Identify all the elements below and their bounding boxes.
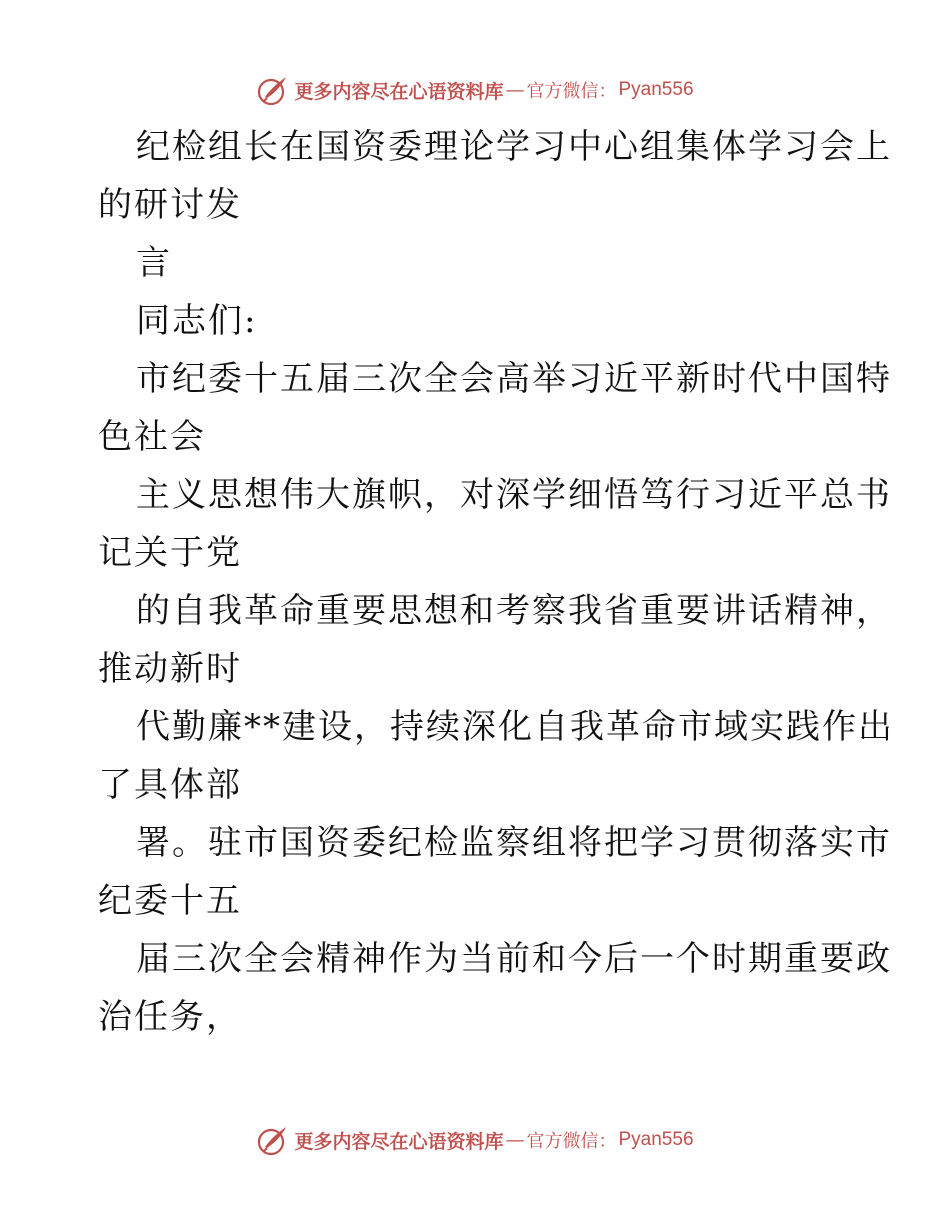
watermark-lead-text: 更多内容尽在心语资料库	[294, 80, 504, 103]
title-line-1: 纪检组长在国资委理论学习中心组集体学习会上	[136, 127, 892, 167]
watermark-dash: —	[505, 79, 525, 101]
paragraph-line: 记关于党	[98, 533, 242, 573]
title-line-2: 的研讨发	[98, 185, 242, 225]
paragraph-line: 纪委十五	[98, 881, 242, 921]
paragraph-line: 色社会	[98, 417, 206, 457]
document-body	[98, 118, 894, 1046]
watermark-lead-text: 更多内容尽在心语资料库	[294, 1130, 504, 1153]
quill-pen-logo-icon	[256, 1123, 290, 1157]
paragraph-line: 市纪委十五届三次全会高举习近平新时代中国特	[136, 359, 892, 399]
salutation: 同志们:	[136, 301, 258, 341]
watermark-dash: —	[505, 1129, 525, 1151]
wechat-id: Pyan556	[618, 1129, 694, 1150]
footer-watermark	[0, 1120, 950, 1160]
paragraph-line: 的自我革命重要思想和考察我省重要讲话精神，	[136, 591, 892, 631]
header-watermark	[0, 70, 950, 110]
paragraph-line: 代勤廉**建设，持续深化自我革命市域实践作出	[136, 707, 894, 747]
paragraph-line: 了具体部	[98, 765, 242, 805]
paragraph-line: 推动新时	[98, 649, 242, 689]
quill-pen-logo-icon	[256, 73, 290, 107]
title-line-3: 言	[136, 243, 172, 283]
paragraph-line: 主义思想伟大旗帜，对深学细悟笃行习近平总书	[136, 475, 892, 515]
paragraph-line: 署。驻市国资委纪检监察组将把学习贯彻落实市	[136, 823, 892, 863]
paragraph-line: 治任务，	[98, 997, 242, 1037]
wechat-label: 官方微信：	[526, 1131, 617, 1152]
wechat-id: Pyan556	[618, 79, 694, 100]
paragraph-line: 届三次全会精神作为当前和今后一个时期重要政	[136, 939, 892, 979]
wechat-label: 官方微信：	[526, 81, 617, 102]
